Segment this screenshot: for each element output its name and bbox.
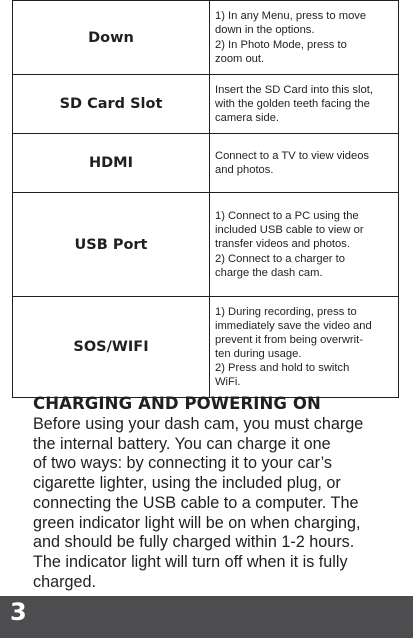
description-line: included USB cable to view or (215, 224, 364, 237)
description-line: down in the options. (215, 24, 315, 37)
control-name: SOS/WIFI (13, 297, 210, 398)
control-name: USB Port (13, 193, 210, 297)
table-row (13, 193, 399, 297)
description-line: transfer videos and photos. (215, 238, 350, 251)
controls-table (12, 0, 399, 398)
control-description (210, 1, 399, 75)
page-number: 3 (10, 598, 27, 626)
description-line: charge the dash cam. (215, 266, 323, 279)
description-line: and photos. (215, 164, 274, 176)
control-name: Down (13, 1, 210, 75)
description-line: immediately save the video and (215, 319, 372, 332)
body-line: and should be fully charged within 1-2 hours. (33, 533, 355, 552)
description-line: Insert the SD Card into this slot, (215, 83, 373, 96)
description-line: 1) Connect to a PC using the (215, 210, 359, 223)
table-row (13, 297, 399, 398)
section-heading: CHARGING AND POWERING ON (33, 394, 321, 413)
body-line: The indicator light will turn off when it is fully (33, 552, 348, 571)
description-line: Connect to a TV to view videos (215, 149, 370, 162)
control-name: HDMI (13, 134, 210, 193)
description-line: 1) In any Menu, press to move (215, 10, 367, 23)
body-line: cigarette lighter, using the included plug, or (33, 474, 341, 493)
body-line: green indicator light will be on when charging, (33, 513, 361, 532)
description-line: WiFi. (215, 376, 241, 389)
description-line: 2) Connect to a charger to (215, 252, 345, 265)
description-line: zoom out. (215, 52, 265, 65)
body-line: of two ways: by connecting it to your car’s (33, 454, 333, 473)
description-line: 2) In Photo Mode, press to (215, 38, 347, 51)
footer-bar (0, 596, 413, 638)
control-description (210, 134, 399, 193)
table-row (13, 75, 399, 134)
control-description (210, 75, 399, 134)
table-row (13, 1, 399, 75)
control-description (210, 193, 399, 297)
description-line: prevent it from being overwrit- (215, 333, 363, 346)
description-line: 1) During recording, press to (215, 305, 357, 318)
body-line: the internal battery. You can charge it one (33, 434, 331, 453)
description-line: 2) Press and hold to switch (215, 362, 350, 375)
section-body (33, 415, 405, 592)
table-row (13, 134, 399, 193)
description-line: with the golden teeth facing the (215, 97, 370, 110)
body-line: charged. (33, 572, 96, 591)
body-line: connecting the USB cable to a computer. The (33, 493, 359, 512)
control-description (210, 297, 399, 398)
body-line: Before using your dash cam, you must charge (33, 415, 364, 433)
control-name: SD Card Slot (13, 75, 210, 134)
description-line: camera side. (215, 112, 280, 125)
description-line: ten during usage. (215, 348, 302, 360)
